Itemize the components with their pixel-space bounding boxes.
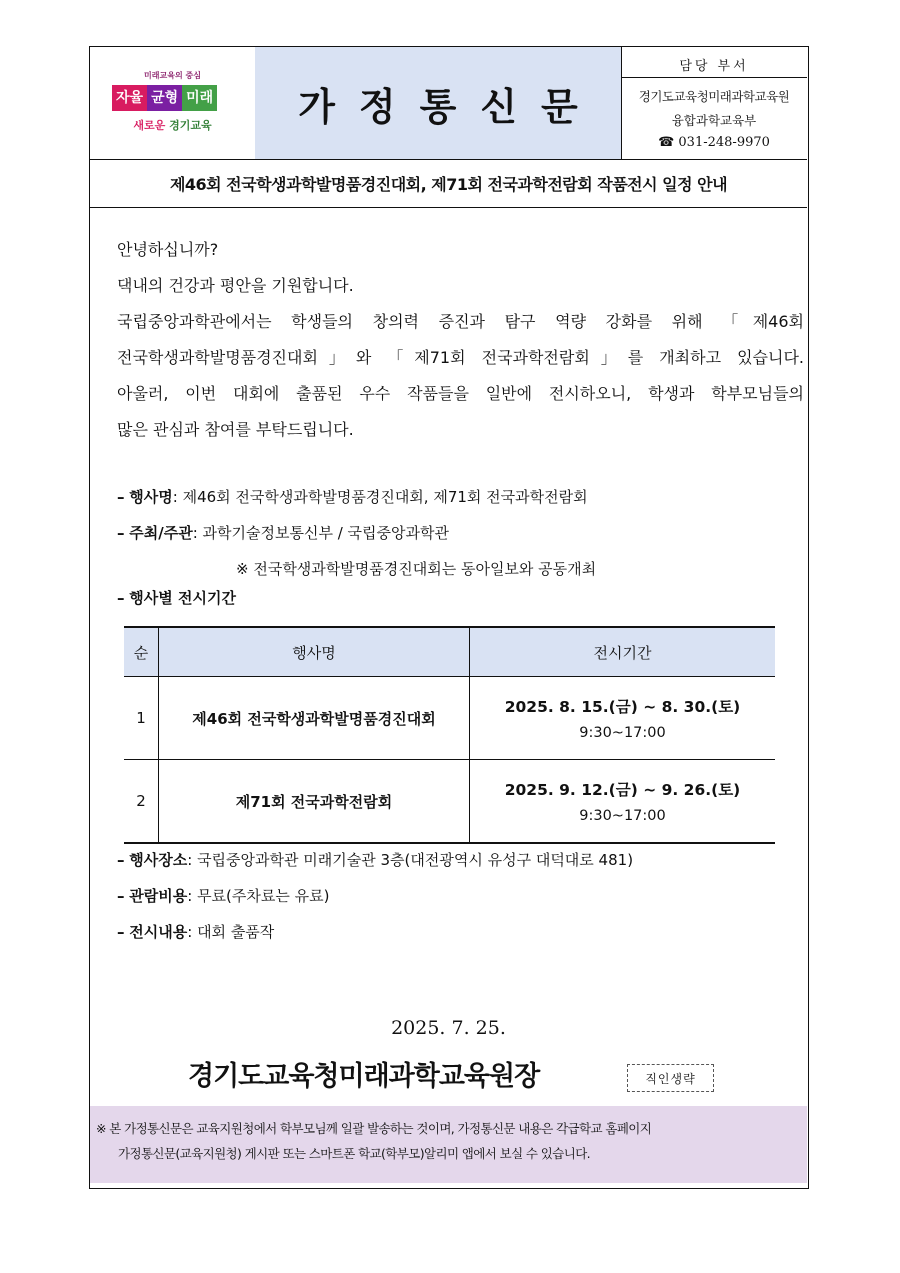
exhibit-content-item: – 전시내용: 대회 출품작 — [117, 923, 275, 941]
table-row — [124, 677, 775, 760]
table-row — [124, 760, 775, 844]
logo-word-balance: 균형 — [147, 85, 182, 111]
exhibit-content-value: : 대회 출품작 — [187, 923, 275, 941]
department-divider — [621, 77, 807, 78]
newsletter-document — [89, 46, 809, 1189]
document-header — [90, 47, 807, 160]
official-seal-omitted: 직인생략 — [627, 1064, 714, 1092]
event-name-value: : 제46회 전국학생과학발명품경진대회, 제71회 전국과학전람회 — [172, 488, 588, 506]
gyeonggi-education-logo — [90, 47, 256, 159]
host-value: : 과학기술정보통신부 / 국립중앙과학관 — [192, 524, 449, 542]
admission-fee-value: : 무료(주차료는 유료) — [187, 887, 330, 905]
row-period: 2025. 8. 15.(금) ~ 8. 30.(토) 9:30~17:00 — [470, 677, 776, 760]
header-no: 순 — [124, 627, 159, 677]
page-title: 가정통신문 — [298, 84, 602, 129]
intro-paragraph-line: 국립중앙과학관에서는 학생들의 창의력 증진과 탐구 역량 강화를 위해 「제46회 — [117, 312, 804, 331]
venue-label: 행사장소 — [129, 851, 188, 869]
venue-value: : 국립중앙과학관 미래기술관 3층(대전광역시 유성구 대덕대로 481) — [187, 851, 634, 869]
venue-item: – 행사장소: 국립중앙과학관 미래기술관 3층(대전광역시 유성구 대덕대로 481) — [117, 851, 634, 869]
greeting-line-1: 안녕하십니까? — [117, 240, 219, 259]
greeting-line-2: 댁내의 건강과 평안을 기원합니다. — [117, 276, 354, 295]
logo-word-future: 미래 — [182, 85, 217, 111]
header-period: 전시기간 — [470, 627, 776, 677]
row-no: 1 — [124, 677, 159, 760]
event-name-label: 행사명 — [129, 488, 173, 506]
logo-slogan: 미래교육의 중심 — [144, 71, 201, 80]
logo-word-autonomy: 자율 — [112, 85, 147, 111]
exhibition-period-heading: – 행사별 전시기간 — [117, 589, 236, 607]
exhibition-schedule-table — [124, 626, 775, 844]
intro-paragraph-line: 아울러, 이번 대회에 출품된 우수 작품들을 일반에 전시하오니, 학생과 학부모님들의 — [117, 384, 804, 403]
header-event: 행사명 — [159, 627, 470, 677]
logo-word-bar — [112, 85, 217, 111]
table-header-row — [124, 627, 775, 677]
department-unit: 융합과학교육부 — [671, 113, 757, 128]
admission-fee-label: 관람비용 — [129, 887, 188, 905]
issue-date: 2025. 7. 25. — [391, 1017, 506, 1039]
admission-fee-item: – 관람비용: 무료(주차료는 유료) — [117, 887, 330, 905]
department-phone: ☎ 031-248-9970 — [658, 135, 770, 150]
row-event-name: 제71회 전국과학전람회 — [159, 760, 470, 844]
intro-paragraph-line: 전국학생과학발명품경진대회」와 「제71회 전국과학전람회」를 개최하고 있습니다. — [117, 348, 804, 367]
event-name-item: – 행사명: 제46회 전국학생과학발명품경진대회, 제71회 전국과학전람회 — [117, 488, 588, 506]
notice-line-1: ※ 본 가정통신문은 교육지원청에서 학부모님께 일괄 발송하는 것이며, 가정통신문 내용은 각급학교 홈페이지 — [96, 1121, 652, 1136]
row-event-name: 제46회 전국학생과학발명품경진대회 — [159, 677, 470, 760]
department-info — [621, 47, 807, 159]
host-label: 주최/주관 — [129, 524, 193, 542]
issuer-signature: 경기도교육청미래과학교육원장 — [188, 1061, 540, 1092]
distribution-notice — [90, 1106, 807, 1183]
row-period: 2025. 9. 12.(금) ~ 9. 26.(토) 9:30~17:00 — [470, 760, 776, 844]
notice-line-2: 가정통신문(교육지원청) 게시판 또는 스마트폰 학교(학부모)알리미 앱에서 보실 수 있습니다. — [118, 1146, 591, 1161]
department-organization: 경기도교육청미래과학교육원 — [638, 89, 790, 104]
title-box — [255, 47, 622, 159]
exhibit-content-label: 전시내용 — [129, 923, 188, 941]
host-item: – 주최/주관: 과학기술정보통신부 / 국립중앙과학관 — [117, 524, 449, 542]
intro-paragraph-line: 많은 관심과 참여를 부탁드립니다. — [117, 420, 354, 439]
exhibition-period-label: 행사별 전시기간 — [129, 589, 236, 607]
department-label: 담당 부서 — [679, 59, 749, 74]
logo-subtitle: 새로운 경기교육 — [133, 119, 212, 132]
document-subject: 제46회 전국학생과학발명품경진대회, 제71회 전국과학전람회 작품전시 일정 안내 — [90, 159, 807, 208]
cohost-note: ※ 전국학생과학발명품경진대회는 동아일보와 공동개최 — [236, 560, 597, 578]
row-no: 2 — [124, 760, 159, 844]
